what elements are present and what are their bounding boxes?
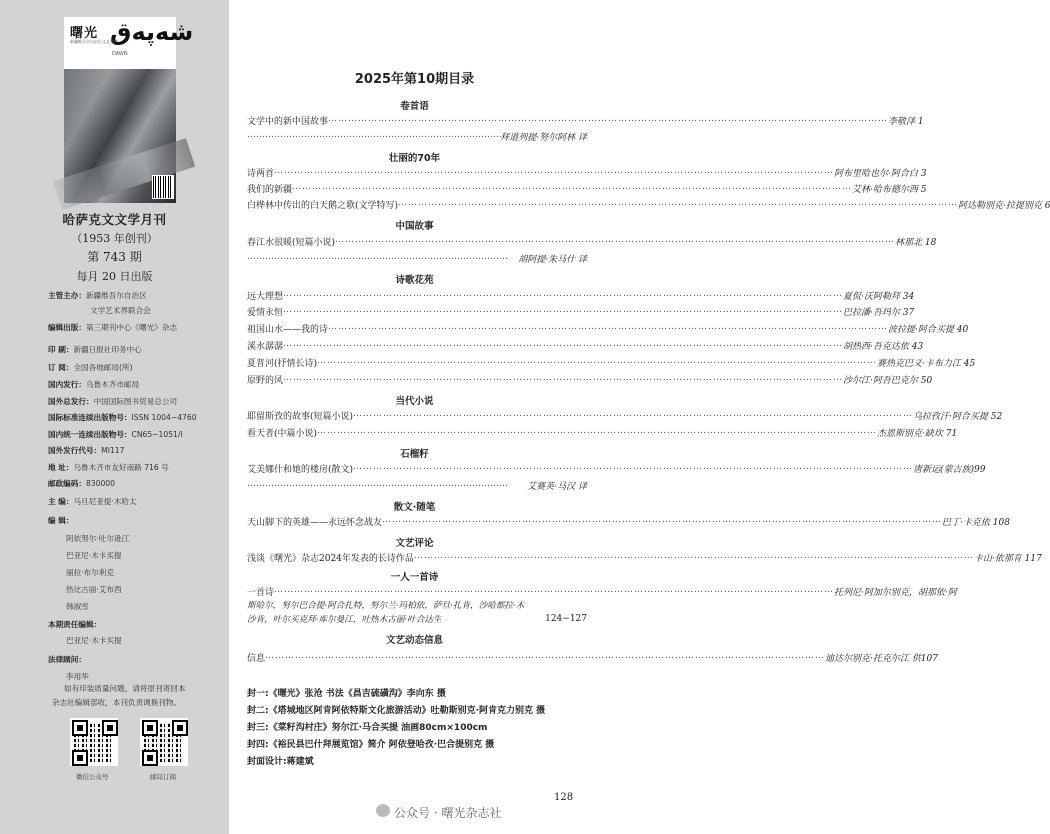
toc-entry[interactable]: 耶留斯孜的故事(短篇小说) …………………………………………………………………………………………………………………………………………………… 乌拉孜汗·阿合买提 52	[247, 409, 587, 422]
toc-entry-continued: 沙肯，叶尔买克拜·库尔曼江，吐热木古丽·叶合达生	[247, 615, 442, 625]
toc-entry[interactable]: 白桦林中传出的白天鹅之歌(文学特写) …………………………………………………………………………………………………………………………………………………… 阿达勒别克·拉提别克 6	[247, 198, 587, 211]
toc-entry[interactable]: 祖国山水——我的诗 …………………………………………………………………………………………………………………………………………………… 波拉提·阿合买提 40	[247, 322, 587, 335]
publication-info-line: 国内统一连续出版物号：CN65−1051/I	[48, 430, 183, 439]
toc-entry[interactable]: 信息 …………………………………………………………………………………………………………………………………………………… 迪达尔别克·托克尔江 供107	[247, 651, 587, 664]
section-heading: 壮丽的70年	[388, 153, 441, 164]
cover-image	[64, 17, 194, 203]
staff-line: 本期责任编辑：	[48, 620, 102, 629]
toc-entry[interactable]: 原野的风 …………………………………………………………………………………………………………………………………………………… 沙尔江·阿吾巴克尔 50	[247, 373, 587, 386]
barcode-icon	[152, 175, 174, 199]
publication-info-line: 印 刷：新疆日报社印务中心	[48, 345, 142, 354]
section-heading: 诗歌花苑	[395, 275, 434, 286]
toc-entry[interactable]: 文学中的新中国故事 …………………………………………………………………………………………………………………………………………………… 李敬泽 1	[247, 114, 587, 127]
staff-line: 热比古丽·艾布西	[66, 585, 122, 594]
toc-entry[interactable]: 诗两首 …………………………………………………………………………………………………………………………………………………… 阿布里哈也尔·阿合白 3	[247, 166, 587, 179]
cover-credit-3: 封三:《菜籽沟村庄》努尔江·马合买提 油画80cm×100cm	[247, 723, 488, 733]
publication-info-line: 邮政编码：830000	[48, 479, 115, 488]
section-heading: 石榴籽	[400, 449, 429, 460]
toc-entry-continued: 斯哈尔，努尔巴合提·阿合扎特，努尔兰·玛柏依，萨旦·扎肯，沙哈都拉·木	[247, 601, 525, 611]
toc-entry[interactable]: 春江水很暖(短篇小说) …………………………………………………………………………………………………………………………………………………… 林那北 18	[247, 235, 587, 248]
toc-entry[interactable]: 一首诗 …………………………………………………………………………………………………………………………………………………… 托列尼·阿加尔别克，胡那依·阿	[247, 585, 587, 598]
toc-entry[interactable]: 我们的新疆 …………………………………………………………………………………………………………………………………………………… 艾林·哈布德尔西 5	[247, 182, 587, 195]
section-heading: 当代小说	[395, 396, 434, 407]
staff-line: 主 编：马旦尼亚提·木哈太	[48, 497, 137, 506]
notice-line-1: 如有印装质量问题，请将原刊寄回本	[64, 684, 186, 693]
toc-entry[interactable]: 天山脚下的英雄——永远怀念战友 …………………………………………………………………………………………………………………………………………………… 巴丁·卡克依 108	[247, 515, 587, 528]
toc-entry[interactable]: 浅谈《曙光》杂志2024年发表的长诗作品 …………………………………………………………………………………………………………………………………………………… 卡山·依那肯 117	[247, 551, 587, 564]
wechat-qr-icon[interactable]	[70, 718, 118, 766]
toc-entry-pages: 124−127	[545, 614, 587, 624]
cover-dawn: DAWN	[112, 51, 128, 57]
wechat-qr-label: 微信公众号	[76, 773, 109, 781]
toc-entry[interactable]: 艾美娜什和她的楼房(散文) …………………………………………………………………………………………………………………………………………………… 唐新运(蒙古族)99	[247, 462, 587, 475]
section-heading: 文艺评论	[395, 538, 434, 549]
publication-info-line: 国内发行：乌鲁木齐市邮局	[48, 380, 140, 389]
cover-subtitle: 新疆维吾尔自治区文艺刊物	[70, 39, 118, 44]
staff-line: 巴亚尼·木卡买提	[66, 636, 122, 645]
post-qr-icon[interactable]	[140, 718, 188, 766]
section-heading: 散文·随笔	[393, 502, 436, 513]
notice-line-2: 杂志社编辑部收，本刊负责调换刊物。	[52, 698, 182, 707]
post-qr-label: 邮局订阅	[150, 773, 176, 781]
masthead-panel	[0, 0, 229, 834]
publication-info-line: 国外总发行：中国国际图书贸易总公司	[48, 397, 178, 406]
staff-line: 法律顾问：	[48, 655, 86, 664]
toc-entry[interactable]: 溪水潺潺 …………………………………………………………………………………………………………………………………………………… 胡热西·吾克达依 43	[247, 339, 587, 352]
publication-info-line: 国外发行代号：MI117	[48, 446, 125, 455]
translator: 胡阿提·朱马什 译	[518, 255, 587, 265]
wechat-icon	[376, 804, 390, 817]
staff-line: 李用华	[66, 672, 89, 681]
publication-info-line: 文学艺术界联合会	[90, 306, 151, 315]
staff-line: 丽拉·布尔利克	[66, 568, 114, 577]
publication-info-line: 编辑出版：第三期刊中心《曙光》杂志	[48, 323, 178, 332]
issue-number: 第 743 期	[87, 250, 142, 264]
cover-title-cn: 曙光	[70, 26, 99, 41]
page-number: 128	[554, 792, 574, 803]
section-heading: 文艺动态信息	[385, 635, 443, 646]
schedule: 每月 20 日出版	[76, 270, 153, 283]
cover-credit-2: 封二:《塔城地区阿肯阿依特斯文化旅游活动》吐勒斯别克·阿肯克力别克 摄	[247, 706, 546, 716]
publication-info-line: 订 阅：全国各地邮局(所)	[48, 363, 133, 372]
publication-info-line: 国际标准连续出版物号：ISSN 1004−4760	[48, 413, 197, 422]
publication-info-line: 地 址：乌鲁木齐市友好南路 716 号	[48, 463, 169, 472]
cover-title-ug: شەپەق	[110, 18, 194, 46]
toc-entry[interactable]: 夏普河(抒情长诗) …………………………………………………………………………………………………………………………………………………… 赛热克巴义·卡布力江 45	[247, 356, 587, 369]
toc-entry[interactable]: 爱情永恒 …………………………………………………………………………………………………………………………………………………… 巴拉潘·吾玛尔 37	[247, 305, 587, 318]
toc-entry[interactable]: 看天者(中篇小说) …………………………………………………………………………………………………………………………………………………… 杰恩斯别克·缺坎 71	[247, 426, 587, 439]
table-of-contents: 2025年第10期目录 卷首语 文学中的新中国故事 …………………………………………………………………………………………………………………………………………………… 李敬泽 1 …………………………………………………………………………… 拜道列提·努尔阿林 译 壮丽的70年 诗两首 …………………………………………………………………………………………………………………………………………………… 阿布里哈也尔·阿合白 3 我们的新疆 …………………………………………………………………………………………………………………………………………………… 艾林·哈布德尔西 5 白桦林中传出的白天鹅之歌(文学特写) …………………………………………………………………………………………………………………………………………………… 阿达勒别克·拉提别克 6 中国故事 春江水很暖(短篇小说) …………………………………………………………………………………………………………………………………………………… 林那北 18 …………………………………………………………………………… 胡阿提·朱马什 译 诗歌花苑 远大理想 …………………………………………………………………………………………………………………………………………………… 夏侃·沃阿勒拜 34 爱情永恒 …………………………………………………………………………………………………………………………………………………… 巴拉潘·吾玛尔 37 祖国山水——我的诗 …………………………………………………………………………………………………………………………………………………… 波拉提·阿合买提 40 溪水潺潺 …………………………………………………………………………………………………………………………………………………… 胡热西·吾克达依 43 夏普河(抒情长诗) …………………………………………………………………………………………………………………………………………………… 赛热克巴义·卡布力江 45 原野的风 …………………………………………………………………………………………………………………………………………………… 沙尔江·阿吾巴克尔 50 当代小说 耶留斯孜的故事(短篇小说) …………………………………………………………………………………………………………………………………………………… 乌拉孜汗·阿合买提 52 看天者(中篇小说) …………………………………………………………………………………………………………………………………………………… 杰恩斯别克·缺坎 71 石榴籽 艾美娜什和她的楼房(散文) …………………………………………………………………………………………………………………………………………………… 唐新运(蒙古族)99 …………………………………………………………………………… 艾赛英·马汉 译 散文·随笔 天山脚下的英雄——永远怀念战友 …………………………………………………………………………………………………………………………………………………… 巴丁·卡克依 108 文艺评论 浅谈《曙光》杂志2024年发表的长诗作品 …………………………………………………………………………………………………………………………………………………… 卡山·依那肯 117 一人一首诗 一首诗 …………………………………………………………………………………………………………………………………………………… 托列尼·阿加尔别克，胡那依·阿 斯哈尔，努尔巴合提·阿合扎特，努尔兰·玛柏依，萨旦·扎肯，沙哈都拉·木 沙肯，叶尔买克拜·库尔曼江，吐热木古丽·叶合达生 124−127 文艺动态信息 信息 …………………………………………………………………………………………………………………………………………………… 迪达尔别克·托克尔江 供107 封一:《曙光》张沧 书法《昌吉硫磺沟》李向东 摄 封二:《塔城地区阿肯阿依特斯文化旅游活动》吐勒斯别克·阿肯克力别克 摄 封三:《菜籽沟村庄》努尔江·马合买提 油画80cm×100cm 封四:《裕民县巴什拜展览馆》简介 阿依登哈孜·巴合提别克 摄 封面设计:蒋建斌	[229, 0, 600, 834]
staff-line: 阿依努尔·吐尔逊江	[66, 534, 130, 543]
section-heading: 中国故事	[395, 221, 434, 232]
toc-entry[interactable]: 远大理想 …………………………………………………………………………………………………………………………………………………… 夏侃·沃阿勒拜 34	[247, 289, 587, 302]
cover-design: 封面设计:蒋建斌	[247, 757, 314, 767]
translator: 艾赛英·马汉 译	[527, 482, 587, 492]
section-heading: 一人一首诗	[390, 572, 439, 583]
founded: （1953 年创刊）	[71, 232, 158, 245]
cover-credit-1: 封一:《曙光》张沧 书法《昌吉硫磺沟》李向东 摄	[247, 689, 446, 699]
staff-line: 巴亚尼·木卡买提	[66, 551, 122, 560]
publication-info-line: 主管主办：新疆维吾尔自治区	[48, 291, 147, 300]
toc-title: 2025年第10期目录	[354, 72, 475, 87]
cover-credit-4: 封四:《裕民县巴什拜展览馆》简介 阿依登哈孜·巴合提别克 摄	[247, 740, 495, 750]
staff-line: 编 辑：	[48, 516, 74, 525]
translator: 拜道列提·努尔阿林 译	[500, 133, 587, 143]
staff-line: 韩淑雪	[66, 602, 89, 611]
watermark: 公众号 · 曙光杂志社	[394, 806, 502, 820]
magazine-name: 哈萨克文文学月刊	[62, 212, 167, 227]
section-heading: 卷首语	[400, 101, 429, 112]
